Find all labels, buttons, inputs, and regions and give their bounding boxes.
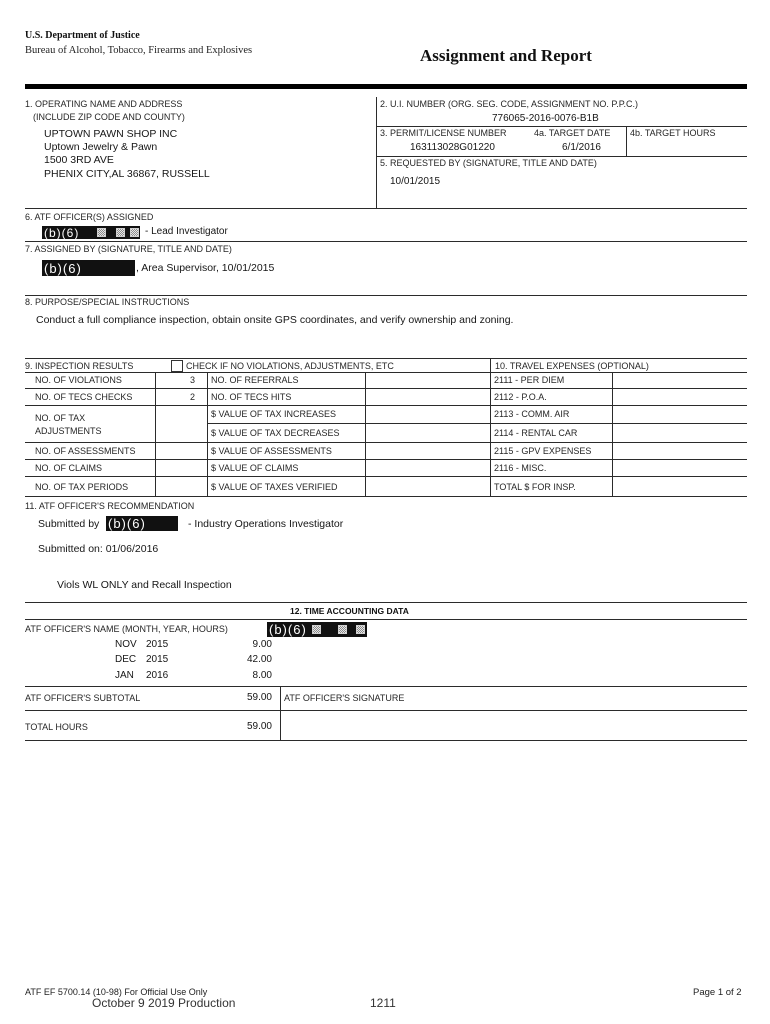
entry-year: 2016 xyxy=(146,670,169,681)
assigned-by-label: 7. ASSIGNED BY (SIGNATURE, TITLE AND DATE) xyxy=(25,244,232,254)
operating-name-line: UPTOWN PAWN SHOP INC xyxy=(44,127,178,140)
requested-by-value: 10/01/2015 xyxy=(390,176,441,187)
officer-name-label: ATF OFFICER'S NAME (MONTH, YEAR, HOURS) xyxy=(25,624,228,634)
redaction-code: (b)(6) xyxy=(44,226,80,239)
entry-month: JAN xyxy=(115,670,134,681)
rule-line xyxy=(25,208,747,209)
ui-number-label: 2. U.I. NUMBER (ORG. SEG. CODE, ASSIGNMENT NO. P.P.C.) xyxy=(380,99,639,109)
ui-number-value: 776065-2016-0076-B1B xyxy=(492,113,599,124)
entry-hours: 9.00 xyxy=(252,639,272,650)
permit-label: 3. PERMIT/LICENSE NUMBER xyxy=(380,128,507,138)
rule-line xyxy=(25,476,747,477)
subtotal-value: 59.00 xyxy=(246,692,272,703)
column-divider xyxy=(626,126,627,156)
operating-name-label: 1. OPERATING NAME AND ADDRESS xyxy=(25,99,183,109)
travel-item: 2111 - PER DIEM xyxy=(494,375,565,385)
purpose-label: 8. PURPOSE/SPECIAL INSTRUCTIONS xyxy=(25,297,190,307)
bates-number: 1211 xyxy=(370,996,396,1010)
tax-decreases-label: $ VALUE OF TAX DECREASES xyxy=(211,428,340,438)
rule-line xyxy=(25,686,747,687)
form-title: Assignment and Report xyxy=(420,46,592,65)
officers-assigned-label: 6. ATF OFFICER(S) ASSIGNED xyxy=(25,212,154,222)
subtotal-label: ATF OFFICER'S SUBTOTAL xyxy=(25,693,141,703)
rule-line xyxy=(376,156,747,157)
redaction-box xyxy=(267,622,367,637)
officer-role: - Lead Investigator xyxy=(145,226,228,237)
redaction-box xyxy=(42,260,135,276)
submitted-on: Submitted on: 01/06/2016 xyxy=(38,542,159,555)
operating-name-sublabel: (INCLUDE ZIP CODE AND COUNTY) xyxy=(33,112,185,122)
department-name: U.S. Department of Justice xyxy=(25,30,140,41)
tax-adjustments-label: NO. OF TAX ADJUSTMENTS xyxy=(35,413,102,436)
rule-line xyxy=(25,619,747,620)
redaction-pattern xyxy=(339,626,346,633)
operating-address-line: 1500 3RD AVE xyxy=(44,154,114,166)
entry-hours: 42.00 xyxy=(246,654,272,665)
tax-periods-label: NO. OF TAX PERIODS xyxy=(35,482,129,492)
time-accounting-title: 12. TIME ACCOUNTING DATA xyxy=(290,606,409,616)
redaction-pattern xyxy=(313,626,320,633)
redaction-pattern xyxy=(98,229,105,236)
entry-month: DEC xyxy=(115,654,137,665)
redaction-code: (b)(6) xyxy=(44,260,82,276)
rule-line xyxy=(25,295,747,296)
entry-month: NOV xyxy=(115,639,137,650)
travel-expenses-label: 10. TRAVEL EXPENSES (OPTIONAL) xyxy=(495,361,649,371)
rule-line xyxy=(25,710,747,711)
assigned-by-role: , Area Supervisor, 10/01/2015 xyxy=(136,261,275,274)
table-top-rule xyxy=(25,358,747,359)
referrals-label: NO. OF REFERRALS xyxy=(211,375,299,385)
header-rule xyxy=(25,84,747,89)
column-divider xyxy=(207,372,208,496)
travel-item: 2114 - RENTAL CAR xyxy=(494,428,578,438)
purpose-text: Conduct a full compliance inspection, obtain onsite GPS coordinates, and verify ownership and zoning. xyxy=(36,313,514,326)
rule-line xyxy=(25,740,747,741)
entry-year: 2015 xyxy=(146,654,169,665)
entry-hours: 8.00 xyxy=(252,670,272,681)
column-divider xyxy=(612,372,613,496)
target-date-value: 6/1/2016 xyxy=(562,142,601,153)
travel-total-label: TOTAL $ FOR INSP. xyxy=(494,482,576,492)
travel-item: 2112 - P.O.A. xyxy=(494,392,547,402)
redaction-box xyxy=(106,516,178,531)
permit-value: 163113028G01220 xyxy=(410,142,495,153)
violations-value: 3 xyxy=(190,375,196,385)
redaction-pattern xyxy=(357,626,364,633)
operating-name-line: Uptown Jewelry & Pawn xyxy=(44,140,158,153)
production-stamp: October 9 2019 Production xyxy=(92,996,236,1010)
column-divider xyxy=(280,686,281,740)
violations-label: NO. OF VIOLATIONS xyxy=(35,375,122,385)
form-id: ATF EF 5700.14 (10-98) For Official Use Only xyxy=(25,987,208,997)
taxes-verified-label: $ VALUE OF TAXES VERIFIED xyxy=(211,482,338,492)
rule-line xyxy=(25,405,747,406)
operating-address-line: PHENIX CITY,AL 36867, RUSSELL xyxy=(44,167,210,180)
rule-line xyxy=(376,126,747,127)
rule-line xyxy=(25,459,747,460)
redaction-pattern xyxy=(131,229,138,236)
travel-item: 2113 - COMM. AIR xyxy=(494,409,570,419)
recommendation-label: 11. ATF OFFICER'S RECOMMENDATION xyxy=(25,501,195,511)
redaction-pattern xyxy=(117,229,124,236)
table-bottom-rule xyxy=(25,496,747,497)
rule-line xyxy=(25,388,747,389)
assessments-value-label: $ VALUE OF ASSESSMENTS xyxy=(211,446,332,456)
travel-item: 2115 - GPV EXPENSES xyxy=(494,446,592,456)
total-hours-value: 59.00 xyxy=(246,721,272,732)
tecs-hits-label: NO. OF TECS HITS xyxy=(211,392,292,402)
assessments-label: NO. OF ASSESSMENTS xyxy=(35,446,136,456)
claims-value-label: $ VALUE OF CLAIMS xyxy=(211,463,299,473)
target-date-label: 4a. TARGET DATE xyxy=(534,128,611,138)
submitted-by-label: Submitted by xyxy=(38,517,100,530)
no-violations-checkbox xyxy=(171,360,183,372)
redaction-box xyxy=(42,226,140,239)
bureau-name: Bureau of Alcohol, Tobacco, Firearms and Explosives xyxy=(25,45,253,56)
redaction-code: (b)(6) xyxy=(269,622,307,637)
tecs-checks-label: NO. OF TECS CHECKS xyxy=(35,392,133,402)
rule-line xyxy=(25,442,747,443)
rule-line xyxy=(207,423,747,424)
requested-by-label: 5. REQUESTED BY (SIGNATURE, TITLE AND DATE) xyxy=(380,158,597,168)
target-hours-label: 4b. TARGET HOURS xyxy=(630,128,716,138)
rule-line xyxy=(25,602,747,603)
redaction-code: (b)(6) xyxy=(108,516,146,531)
submitter-role: - Industry Operations Investigator xyxy=(188,517,344,530)
travel-item: 2116 - MISC. xyxy=(494,463,547,473)
total-hours-label: TOTAL HOURS xyxy=(25,722,88,732)
column-divider xyxy=(155,372,156,496)
column-divider xyxy=(376,97,377,208)
claims-label: NO. OF CLAIMS xyxy=(35,463,103,473)
page-number: Page 1 of 2 xyxy=(693,987,742,998)
signature-label: ATF OFFICER'S SIGNATURE xyxy=(284,693,405,703)
tax-increases-label: $ VALUE OF TAX INCREASES xyxy=(211,409,337,419)
column-divider xyxy=(365,372,366,496)
rule-line xyxy=(25,241,747,242)
tecs-checks-value: 2 xyxy=(190,392,196,402)
recommendation-text: Viols WL ONLY and Recall Inspection xyxy=(57,578,232,591)
inspection-results-label: 9. INSPECTION RESULTS xyxy=(25,361,134,371)
column-divider xyxy=(490,358,491,496)
entry-year: 2015 xyxy=(146,639,169,650)
no-violations-label: CHECK IF NO VIOLATIONS, ADJUSTMENTS, ETC xyxy=(186,361,394,371)
rule-line xyxy=(25,372,747,373)
